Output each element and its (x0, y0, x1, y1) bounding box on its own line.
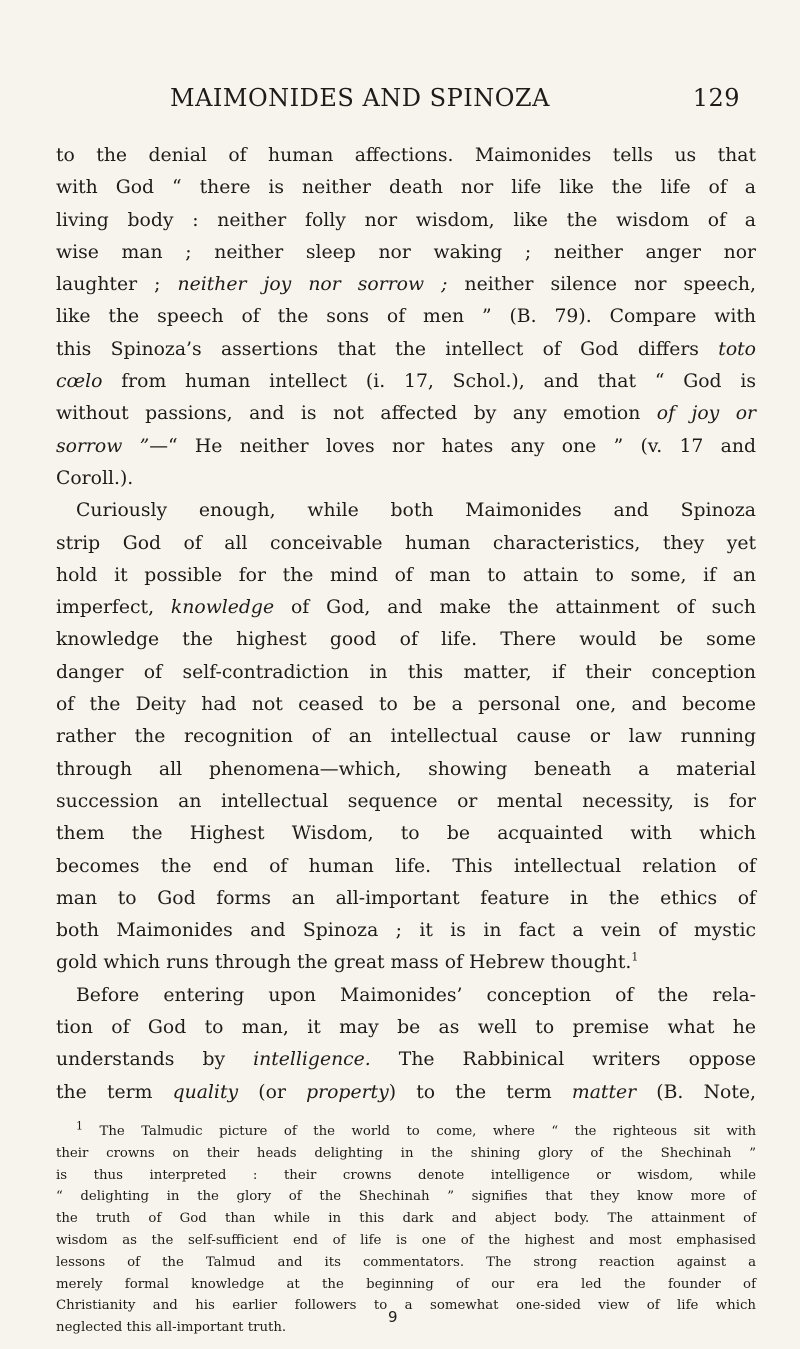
italic-phrase: matter (571, 1081, 637, 1103)
page-number: 129 (692, 84, 740, 112)
text-line: Coroll.). (56, 467, 134, 489)
text-line: wise man ; neither sleep nor waking ; neither anger nor (56, 241, 756, 263)
text-line: the term quality (or property) to the term matter (B. Note, (56, 1081, 756, 1103)
text-line: rather the recognition of an intellectual cause or law running (56, 726, 756, 748)
text-line: knowledge the highest good of life. There would be some (56, 629, 756, 651)
text-line: imperfect, knowledge of God, and make the attainment of such (56, 597, 756, 619)
footnote-line: their crowns on their heads delighting in the shining glory of the Shechinah ” (56, 1145, 756, 1161)
body-text (56, 140, 756, 1109)
italic-phrase: of joy or (656, 403, 756, 425)
text-line: like the speech of the sons of men ” (B. 79). Compare with (56, 306, 756, 328)
text-line: succession an intellectual sequence or mental necessity, is for (56, 790, 756, 812)
italic-phrase: property (306, 1081, 389, 1103)
text-line: laughter ; neither joy nor sorrow ; neither silence nor speech, (56, 274, 757, 296)
text-line: both Maimonides and Spinoza ; it is in fact a vein of mystic (56, 920, 756, 942)
text-line: with God “ there is neither death nor life like the life of a (56, 177, 756, 199)
text-line: hold it possible for the mind of man to attain to some, if an (56, 564, 756, 586)
text-line: understands by intelligence. The Rabbinical writers oppose (56, 1049, 756, 1071)
running-head (170, 84, 740, 124)
text-line: Curiously enough, while both Maimonides and Spinoza (76, 500, 756, 522)
footnote-line: the truth of God than while in this dark and abject body. The attainment of (56, 1211, 756, 1227)
text-line: tion of God to man, it may be as well to premise what he (56, 1017, 756, 1039)
text-line: becomes the end of human life. This intellectual relation of (56, 855, 756, 877)
text-line: Before entering upon Maimonides’ conception of the rela- (76, 984, 756, 1006)
footnote-line: wisdom as the self-sufficient end of life is one of the highest and most emphasised (56, 1232, 756, 1248)
footnote-line: Christianity and his earlier followers to a somewhat one-sided view of life which (56, 1298, 756, 1314)
text-line: danger of self-contradiction in this matter, if their conception (56, 661, 756, 683)
footnote-line: “ delighting in the glory of the Shechinah ” signifies that they know more of (56, 1189, 756, 1205)
text-line: without passions, and is not affected by any emotion of joy or (56, 403, 756, 425)
running-title: MAIMONIDES AND SPINOZA (170, 84, 550, 112)
text-line: them the Highest Wisdom, to be acquainted with which (56, 823, 756, 845)
footnote-line: lessons of the Talmud and its commentators. The strong reaction against a (56, 1254, 756, 1270)
footnote-line: is thus interpreted : their crowns denote intelligence or wisdom, while (56, 1167, 756, 1183)
text-line: to the denial of human affections. Maimonides tells us that (56, 145, 756, 166)
text-line: of the Deity had not ceased to be a personal one, and become (56, 694, 756, 716)
italic-phrase: neither joy nor sorrow ; (177, 274, 448, 296)
text-line: cœlo from human intellect (i. 17, Schol.), and that “ God is (56, 371, 756, 393)
footnotes (56, 1121, 756, 1339)
italic-phrase: toto (718, 338, 756, 360)
footnote-line: merely formal knowledge at the beginning of our era led the founder of (56, 1276, 756, 1292)
italic-phrase: cœlo (56, 371, 103, 393)
italic-phrase: intelligence. (253, 1049, 371, 1071)
text-line: gold which runs through the great mass of Hebrew thought.$^1$ (56, 951, 639, 974)
signature-mark: 9 (388, 1308, 398, 1326)
text-line: this Spinoza’s assertions that the intellect of God differs toto (56, 338, 756, 360)
footnote-ref: 1 (631, 951, 639, 965)
italic-phrase: knowledge (170, 597, 275, 619)
text-line: man to God forms an all-important feature in the ethics of (56, 887, 756, 909)
text-line: living body : neither folly nor wisdom, like the wisdom of a (56, 209, 756, 231)
text-line: through all phenomena—which, showing beneath a material (56, 758, 756, 780)
italic-phrase: quality (172, 1081, 239, 1103)
text-line: sorrow ”—“ He neither loves nor hates any one ” (v. 17 and (56, 435, 756, 457)
text-line: strip God of all conceivable human characteristics, they yet (56, 532, 756, 554)
italic-phrase: sorrow ” (56, 435, 150, 457)
footnote-marker: 1 (76, 1119, 83, 1133)
footnote-line: $^1$ The Talmudic picture of the world to come, where “ the righteous sit with (76, 1119, 757, 1139)
footnote-line: neglected this all-important truth. (56, 1320, 287, 1336)
